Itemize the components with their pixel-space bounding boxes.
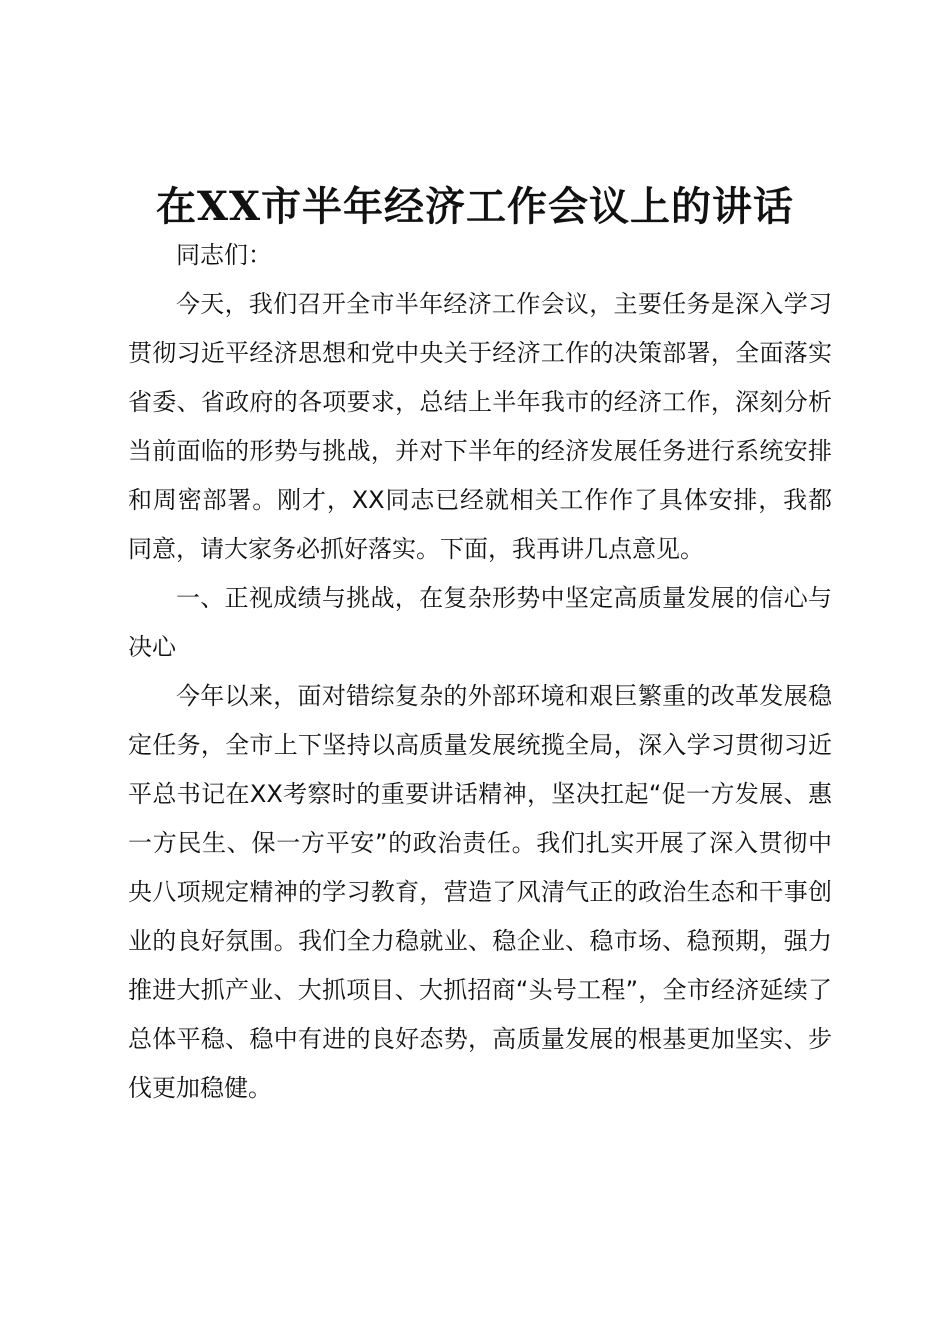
section-heading-1: 一、正视成绩与挑战，在复杂形势中坚定高质量发展的信心与决心 [128, 584, 832, 661]
paragraph-intro: 今天，我们召开全市半年经济工作会议，主要任务是深入学习贯彻习近平经济思想和党中央关于经济工作的决策部署，全面落实省委、省政府的各项要求，总结上半年我市的经济工作，深刻分析当前面临的形势与挑战，并对下半年的经济发展任务进行系统安排和周密部署。刚才，XX同志已经就相关工作作了具体安排，我都同意，请大家务必抓好落实。下面，我再讲几点意见。 [128, 290, 832, 563]
document-title: 在XX市半年经济工作会议上的讲话 [155, 183, 795, 230]
document-body [128, 231, 832, 1113]
salutation: 同志们： [176, 241, 272, 269]
paragraph-section-1: 今年以来，面对错综复杂的外部环境和艰巨繁重的改革发展稳定任务，全市上下坚持以高质量发展统揽全局，深入学习贯彻习近平总书记在XX考察时的重要讲话精神，坚决扛起“促一方发展、惠一方民生、保一方平安”的政治责任。我们扎实开展了深入贯彻中央八项规定精神的学习教育，营造了风清气正的政治生态和干事创业的良好氛围。我们全力稳就业、稳企业、稳市场、稳预期，强力推进大抓产业、大抓项目、大抓招商“头号工程”，全市经济延续了总体平稳、稳中有进的良好态势，高质量发展的根基更加坚实、步伐更加稳健。 [128, 682, 832, 1102]
